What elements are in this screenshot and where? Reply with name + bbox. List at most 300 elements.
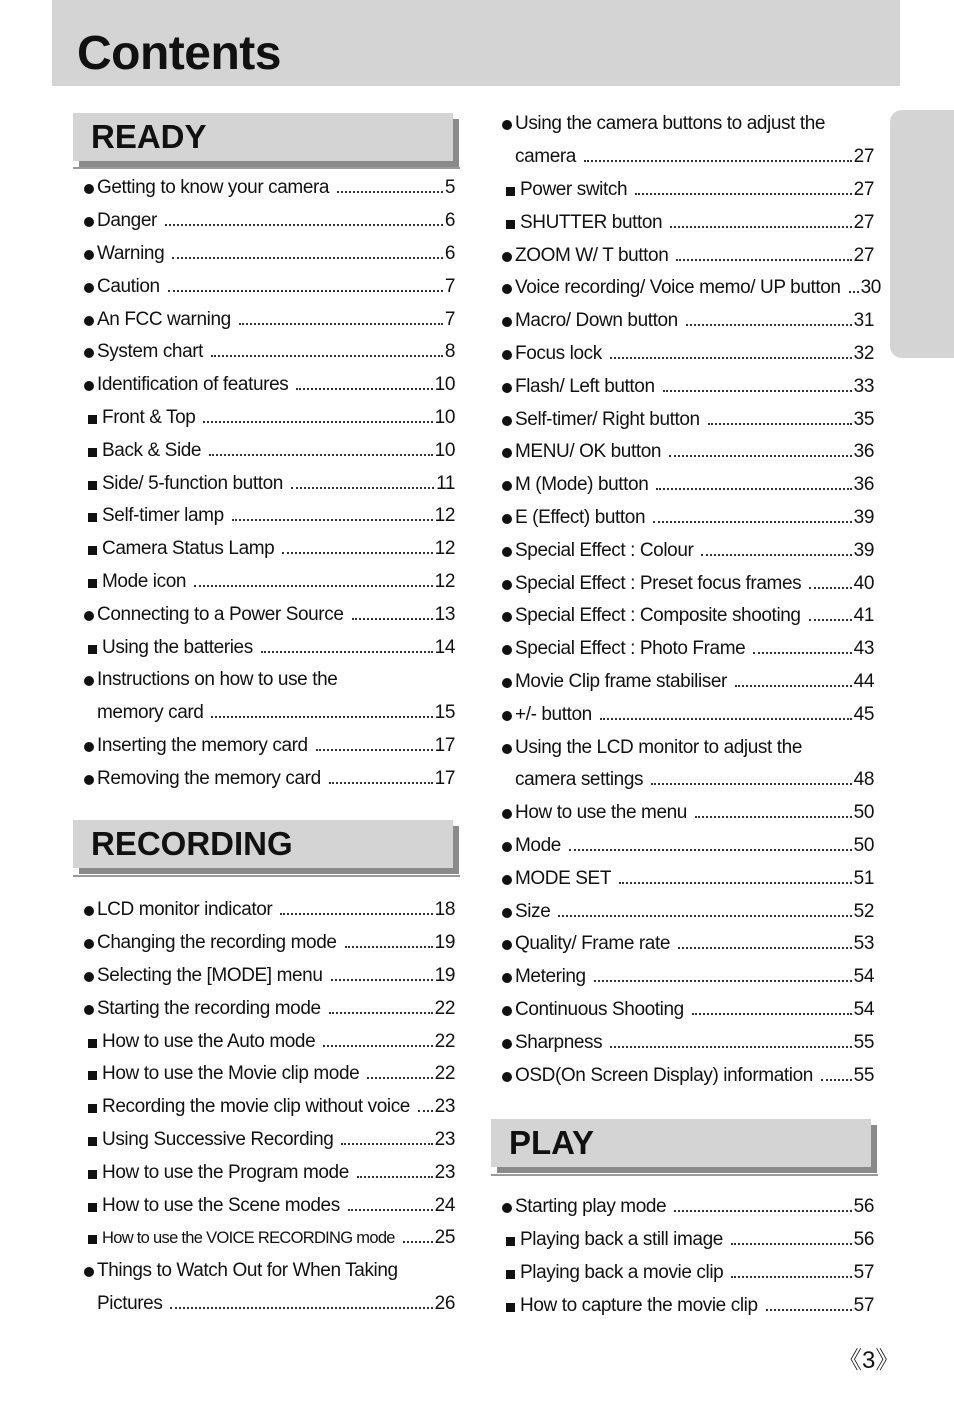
toc-entry-page: 15 <box>434 702 455 724</box>
toc-entry <box>83 402 455 435</box>
dot-leader <box>670 226 851 228</box>
dot-leader <box>610 357 852 359</box>
square-bullet-icon <box>83 444 102 458</box>
dot-leader <box>170 1307 432 1309</box>
toc-entry-label: Focus lock <box>515 342 602 364</box>
circle-bullet-icon <box>501 839 515 853</box>
dot-leader <box>209 454 433 456</box>
toc-entry-page: 55 <box>853 1031 874 1053</box>
toc-recording-list <box>83 894 455 1320</box>
circle-bullet-icon <box>83 247 97 261</box>
toc-entry-page: 31 <box>853 310 874 332</box>
toc-entry-label: Quality/ Frame rate <box>515 933 671 955</box>
circle-bullet-icon <box>501 806 515 820</box>
toc-entry-label: Inserting the memory card <box>97 734 308 756</box>
toc-entry <box>83 894 455 927</box>
toc-entry-label: SHUTTER button <box>520 211 663 233</box>
toc-entry <box>83 205 455 238</box>
dot-leader <box>348 1209 433 1211</box>
toc-entry-page: 27 <box>853 146 874 168</box>
toc-entry <box>501 600 874 633</box>
toc-entry-page: 50 <box>853 834 874 856</box>
toc-entry-page: 52 <box>853 900 874 922</box>
square-bullet-icon <box>83 1035 102 1049</box>
circle-bullet-icon <box>83 739 97 753</box>
dot-leader <box>653 521 852 523</box>
section-ready-rule <box>73 167 460 169</box>
dot-leader <box>669 455 852 457</box>
toc-entry-page: 26 <box>434 1292 455 1314</box>
toc-entry <box>501 436 874 469</box>
dot-leader <box>695 816 852 818</box>
toc-entry <box>501 469 874 502</box>
square-bullet-icon <box>83 1199 102 1213</box>
toc-entry-label: System chart <box>97 341 204 363</box>
dot-leader <box>296 388 432 390</box>
toc-entry <box>501 928 874 961</box>
toc-entry <box>501 1224 874 1257</box>
section-ready-heading <box>73 113 453 161</box>
toc-entry <box>501 764 874 797</box>
circle-bullet-icon <box>83 969 97 983</box>
toc-entry-label: Power switch <box>520 178 628 200</box>
dot-leader <box>701 554 851 556</box>
toc-entry-label: Sharpness <box>515 1031 603 1053</box>
toc-entry-label: Caution <box>97 275 160 297</box>
toc-entry-label: LCD monitor indicator <box>97 899 273 921</box>
toc-entry <box>501 1191 874 1224</box>
toc-entry-label: camera <box>515 146 576 168</box>
square-bullet-icon <box>83 1100 102 1114</box>
toc-entry-page: 13 <box>434 603 455 625</box>
circle-bullet-icon <box>83 673 97 687</box>
dot-leader <box>753 652 851 654</box>
square-bullet-icon <box>501 1299 520 1313</box>
circle-bullet-icon <box>501 1200 515 1214</box>
dot-leader <box>282 552 432 554</box>
toc-entry-label: Playing back a still image <box>520 1229 723 1251</box>
toc-entry-label: OSD(On Screen Display) information <box>515 1064 813 1086</box>
dot-leader <box>692 1013 852 1015</box>
toc-entry <box>83 1058 455 1091</box>
toc-entry-label: Mode <box>515 834 561 856</box>
dot-leader <box>239 323 443 325</box>
toc-entry-label: Getting to know your camera <box>97 177 330 199</box>
toc-entry-label: How to use the Movie clip mode <box>102 1063 360 1085</box>
toc-entry-page: 25 <box>434 1227 455 1249</box>
toc-entry-page: 8 <box>444 341 455 363</box>
toc-entry <box>501 1289 874 1322</box>
circle-bullet-icon <box>501 642 515 656</box>
dot-leader <box>809 619 852 621</box>
toc-entry-label: Connecting to a Power Source <box>97 603 344 625</box>
indent-spacer <box>501 773 515 787</box>
toc-entry <box>83 1124 455 1157</box>
toc-entry-label: +/- button <box>515 703 592 725</box>
circle-bullet-icon <box>501 1069 515 1083</box>
square-bullet-icon <box>83 1067 102 1081</box>
section-ready-title: READY <box>91 118 207 155</box>
toc-entry <box>501 567 874 600</box>
dot-leader <box>558 915 851 917</box>
toc-entry-label: How to use the menu <box>515 802 687 824</box>
toc-entry-page: 12 <box>434 505 455 527</box>
toc-entry-page: 22 <box>434 997 455 1019</box>
toc-entry-label: Things to Watch Out for When Taking <box>97 1260 398 1282</box>
dot-leader <box>600 718 852 720</box>
page-title: Contents <box>77 27 281 80</box>
dot-leader <box>172 257 443 259</box>
circle-bullet-icon <box>501 741 515 755</box>
circle-bullet-icon <box>83 1264 97 1278</box>
dot-leader <box>678 947 852 949</box>
toc-entry <box>501 1257 874 1290</box>
toc-entry-label: Back & Side <box>102 439 202 461</box>
circle-bullet-icon <box>501 544 515 558</box>
toc-entry <box>501 174 874 207</box>
circle-bullet-icon <box>501 609 515 623</box>
toc-entry <box>83 1255 455 1288</box>
dot-leader <box>735 685 852 687</box>
toc-entry-page: 17 <box>434 767 455 789</box>
dot-leader <box>211 716 432 718</box>
toc-entry <box>501 797 874 830</box>
circle-bullet-icon <box>501 1003 515 1017</box>
toc-entry <box>83 500 455 533</box>
dot-leader <box>651 783 852 785</box>
toc-entry-label: Mode icon <box>102 570 187 592</box>
toc-entry-page: 39 <box>853 539 874 561</box>
circle-bullet-icon <box>501 445 515 459</box>
circle-bullet-icon <box>501 314 515 328</box>
dot-leader <box>569 849 852 851</box>
toc-entry-label: Self-timer/ Right button <box>515 408 700 430</box>
side-tab <box>890 110 954 358</box>
toc-entry-label: E (Effect) button <box>515 506 646 528</box>
toc-entry <box>83 566 455 599</box>
toc-entry <box>83 172 455 205</box>
toc-entry <box>501 994 874 1027</box>
dot-leader <box>329 782 433 784</box>
toc-entry-label: Changing the recording mode <box>97 932 337 954</box>
toc-entry <box>83 467 455 500</box>
square-bullet-icon <box>83 542 102 556</box>
toc-ready-list <box>83 172 455 795</box>
toc-entry <box>83 1025 455 1058</box>
toc-entry <box>501 403 874 436</box>
toc-entry-page: 57 <box>853 1261 874 1283</box>
toc-entry <box>501 698 874 731</box>
toc-entry-page: 45 <box>853 703 874 725</box>
toc-entry-page: 55 <box>853 1064 874 1086</box>
circle-bullet-icon <box>501 117 515 131</box>
indent-spacer <box>83 706 97 720</box>
toc-entry-page: 27 <box>853 211 874 233</box>
circle-bullet-icon <box>501 675 515 689</box>
toc-right-list <box>501 108 881 1092</box>
toc-entry-label: Special Effect : Preset focus frames <box>515 572 802 594</box>
toc-entry <box>501 370 874 403</box>
toc-entry <box>83 598 455 631</box>
toc-entry-page: 56 <box>853 1229 874 1251</box>
dot-leader <box>619 882 852 884</box>
circle-bullet-icon <box>501 872 515 886</box>
toc-entry <box>83 730 455 763</box>
toc-entry <box>501 502 874 535</box>
toc-entry <box>83 664 455 697</box>
toc-entry-page: 33 <box>853 375 874 397</box>
toc-entry-label: Starting the recording mode <box>97 997 321 1019</box>
toc-entry-label: memory card <box>97 702 204 724</box>
toc-entry-page: 10 <box>434 374 455 396</box>
toc-entry-label: Special Effect : Composite shooting <box>515 605 801 627</box>
dot-leader <box>635 193 852 195</box>
toc-entry <box>501 272 881 305</box>
toc-entry-page: 54 <box>853 998 874 1020</box>
toc-entry <box>501 731 874 764</box>
toc-entry-label: ZOOM W/ T button <box>515 244 669 266</box>
toc-entry <box>501 1059 874 1092</box>
circle-bullet-icon <box>83 313 97 327</box>
square-bullet-icon <box>501 216 520 230</box>
toc-entry <box>501 338 874 371</box>
dot-leader <box>194 585 433 587</box>
toc-entry-label: Metering <box>515 966 586 988</box>
toc-entry-label: Warning <box>97 242 165 264</box>
toc-entry-page: 27 <box>853 244 874 266</box>
dot-leader <box>594 980 852 982</box>
dot-leader <box>676 259 851 261</box>
circle-bullet-icon <box>501 905 515 919</box>
dot-leader <box>291 487 434 489</box>
circle-bullet-icon <box>83 608 97 622</box>
dot-leader <box>165 224 443 226</box>
toc-entry-label: MENU/ OK button <box>515 441 662 463</box>
toc-entry-page: 18 <box>434 899 455 921</box>
toc-entry-label: Instructions on how to use the <box>97 669 338 691</box>
toc-entry-label: Pictures <box>97 1292 163 1314</box>
toc-entry-label: Starting play mode <box>515 1196 667 1218</box>
toc-entry-label: Special Effect : Colour <box>515 539 694 561</box>
toc-entry-page: 43 <box>853 638 874 660</box>
toc-entry <box>501 830 874 863</box>
circle-bullet-icon <box>83 280 97 294</box>
toc-entry-label: Selecting the [MODE] menu <box>97 964 323 986</box>
toc-entry-label: Camera Status Lamp <box>102 538 275 560</box>
toc-play-list <box>501 1191 874 1322</box>
dot-leader <box>663 390 852 392</box>
toc-entry-page: 32 <box>853 342 874 364</box>
toc-entry-page: 14 <box>434 636 455 658</box>
circle-bullet-icon <box>83 772 97 786</box>
circle-bullet-icon <box>501 937 515 951</box>
dot-leader <box>341 1143 432 1145</box>
circle-bullet-icon <box>83 936 97 950</box>
toc-entry-label: How to use the Scene modes <box>102 1194 340 1216</box>
toc-entry-page: 39 <box>853 506 874 528</box>
toc-entry-page: 23 <box>434 1096 455 1118</box>
dot-leader <box>352 618 433 620</box>
square-bullet-icon <box>501 183 520 197</box>
dot-leader <box>367 1077 432 1079</box>
toc-entry-page: 22 <box>434 1063 455 1085</box>
toc-entry <box>83 927 455 960</box>
toc-entry <box>83 631 455 664</box>
toc-entry <box>501 1026 874 1059</box>
indent-spacer <box>501 150 515 164</box>
toc-entry-page: 5 <box>444 177 455 199</box>
toc-entry-label: Flash/ Left button <box>515 375 655 397</box>
dot-leader <box>203 421 432 423</box>
toc-entry-page: 54 <box>853 966 874 988</box>
toc-entry-page: 51 <box>853 867 874 889</box>
toc-entry-label: Recording the movie clip without voice <box>102 1096 410 1118</box>
toc-entry-page: 44 <box>853 670 874 692</box>
toc-entry-label: Continuous Shooting <box>515 998 684 1020</box>
circle-bullet-icon <box>501 347 515 361</box>
dot-leader <box>345 946 433 948</box>
square-bullet-icon <box>501 1266 520 1280</box>
circle-bullet-icon <box>501 478 515 492</box>
page-header <box>52 0 900 86</box>
circle-bullet-icon <box>501 281 515 295</box>
toc-entry <box>83 533 455 566</box>
dot-leader <box>686 324 852 326</box>
toc-entry-page: 22 <box>434 1030 455 1052</box>
toc-entry-page: 10 <box>434 439 455 461</box>
toc-entry <box>501 141 874 174</box>
toc-entry <box>501 534 874 567</box>
toc-entry-label: How to capture the movie clip <box>520 1294 758 1316</box>
toc-entry-page: 27 <box>853 178 874 200</box>
dot-leader <box>261 651 433 653</box>
toc-entry-label: Self-timer lamp <box>102 505 224 527</box>
toc-entry <box>501 108 874 141</box>
toc-entry-label: How to use the Program mode <box>102 1161 349 1183</box>
toc-entry <box>83 1189 455 1222</box>
dot-leader <box>403 1241 433 1243</box>
toc-entry <box>83 762 455 795</box>
toc-entry-label: Playing back a movie clip <box>520 1261 724 1283</box>
dot-leader <box>731 1276 851 1278</box>
circle-bullet-icon <box>501 380 515 394</box>
toc-entry-label: Special Effect : Photo Frame <box>515 638 746 660</box>
toc-entry <box>501 862 874 895</box>
toc-entry-page: 56 <box>853 1196 874 1218</box>
toc-entry-page: 6 <box>444 210 455 232</box>
section-recording-heading <box>73 820 453 868</box>
toc-entry-label: Using Successive Recording <box>102 1128 334 1150</box>
circle-bullet-icon <box>501 249 515 263</box>
toc-entry-page: 7 <box>444 275 455 297</box>
square-bullet-icon <box>83 411 102 425</box>
toc-entry <box>83 303 455 336</box>
toc-entry-page: 36 <box>853 441 874 463</box>
toc-entry-page: 7 <box>444 308 455 330</box>
toc-entry-page: 12 <box>434 538 455 560</box>
dot-leader <box>232 519 433 521</box>
section-recording-title: RECORDING <box>91 825 293 862</box>
toc-entry-label: Using the batteries <box>102 636 253 658</box>
toc-entry-page: 40 <box>853 572 874 594</box>
toc-entry-label: Macro/ Down button <box>515 310 678 332</box>
dot-leader <box>809 587 851 589</box>
toc-entry-page: 23 <box>434 1161 455 1183</box>
toc-entry <box>501 305 874 338</box>
circle-bullet-icon <box>83 181 97 195</box>
toc-entry <box>501 961 874 994</box>
toc-entry-label: Size <box>515 900 551 922</box>
dot-leader <box>731 1243 852 1245</box>
indent-spacer <box>83 1297 97 1311</box>
toc-entry <box>83 1288 455 1321</box>
toc-entry-page: 24 <box>434 1194 455 1216</box>
section-recording-rule <box>73 875 460 877</box>
toc-entry <box>501 666 874 699</box>
toc-entry-page: 30 <box>860 277 881 299</box>
square-bullet-icon <box>83 1166 102 1180</box>
toc-entry-page: 36 <box>853 474 874 496</box>
circle-bullet-icon <box>501 511 515 525</box>
dot-leader <box>337 191 443 193</box>
dot-leader <box>418 1110 433 1112</box>
toc-entry <box>83 434 455 467</box>
toc-entry-page: 17 <box>434 734 455 756</box>
page-number: 《3》 <box>838 1347 900 1374</box>
toc-entry-page: 50 <box>853 802 874 824</box>
toc-entry <box>501 206 874 239</box>
section-play-title: PLAY <box>509 1124 594 1161</box>
circle-bullet-icon <box>501 1036 515 1050</box>
dot-leader <box>329 1012 433 1014</box>
toc-entry <box>83 960 455 993</box>
square-bullet-icon <box>83 1231 102 1245</box>
toc-entry-label: Voice recording/ Voice memo/ UP button <box>515 277 841 299</box>
square-bullet-icon <box>83 509 102 523</box>
section-play-rule <box>491 1174 878 1176</box>
dot-leader <box>280 913 432 915</box>
circle-bullet-icon <box>83 345 97 359</box>
circle-bullet-icon <box>83 378 97 392</box>
toc-entry-label: Side/ 5-function button <box>102 472 283 494</box>
circle-bullet-icon <box>83 903 97 917</box>
toc-entry-page: 19 <box>434 964 455 986</box>
dot-leader <box>168 290 443 292</box>
toc-entry-page: 23 <box>434 1128 455 1150</box>
toc-entry <box>83 238 455 271</box>
toc-entry-label: An FCC warning <box>97 308 231 330</box>
toc-entry-label: Using the camera buttons to adjust the <box>515 113 826 135</box>
toc-entry <box>83 270 455 303</box>
dot-leader <box>211 355 443 357</box>
dot-leader <box>357 1176 433 1178</box>
toc-entry-page: 12 <box>434 570 455 592</box>
toc-entry-page: 6 <box>444 242 455 264</box>
circle-bullet-icon <box>501 970 515 984</box>
toc-entry <box>83 336 455 369</box>
dot-leader <box>656 488 851 490</box>
toc-entry-page: 11 <box>436 472 455 494</box>
toc-entry-label: MODE SET <box>515 867 612 889</box>
toc-entry <box>83 1222 455 1255</box>
toc-entry <box>83 369 455 402</box>
toc-entry-label: M (Mode) button <box>515 474 649 496</box>
toc-entry-page: 10 <box>434 406 455 428</box>
toc-entry-page: 19 <box>434 932 455 954</box>
toc-entry-label: Movie Clip frame stabiliser <box>515 670 727 692</box>
circle-bullet-icon <box>83 214 97 228</box>
toc-entry <box>83 992 455 1025</box>
